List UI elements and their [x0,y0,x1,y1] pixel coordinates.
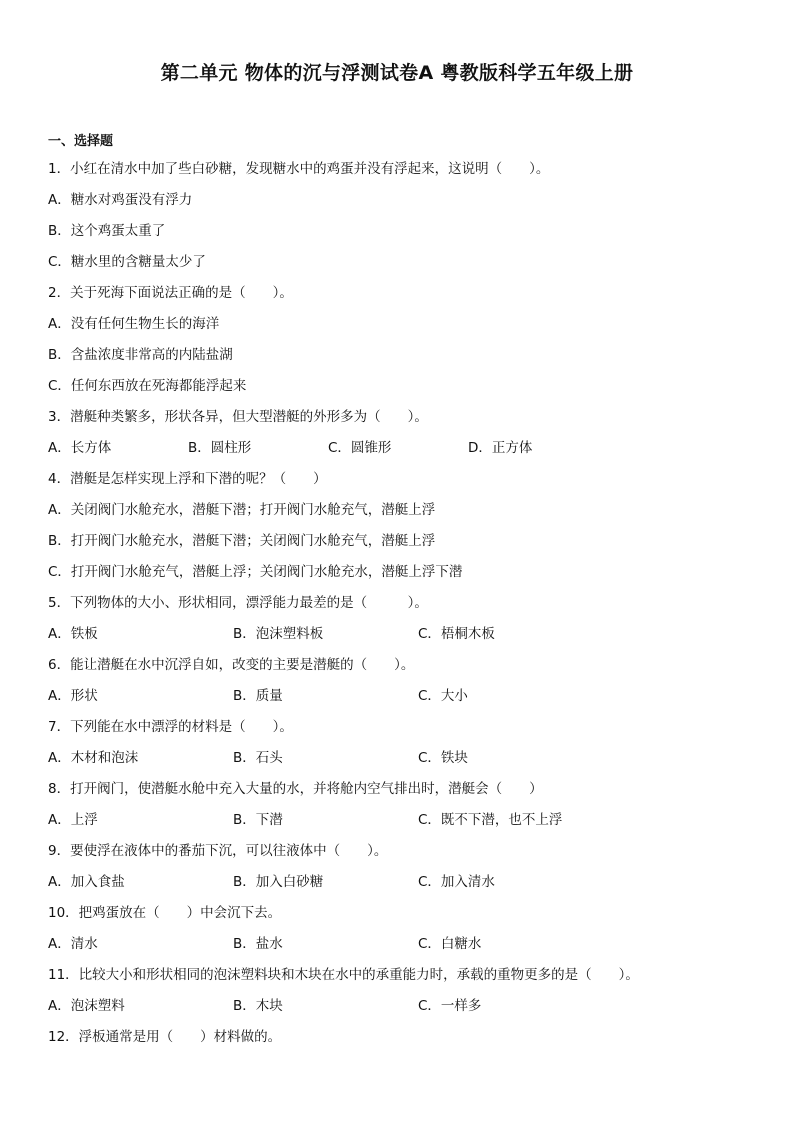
option-item: A．没有任何生物生长的海洋 [48,316,220,332]
option-item: C．一样多 [418,998,482,1014]
option-item: B．盐水 [233,936,283,952]
page-title: 第二单元 物体的沉与浮测试卷A 粤教版科学五年级上册 [160,62,634,84]
option-item: C．大小 [418,688,468,704]
option-row [48,929,768,960]
option-item: B．质量 [233,688,283,704]
question-stem: 12．浮板通常是用（ ）材料做的。 [48,1029,282,1045]
question-stem: 5．下列物体的大小、形状相同，漂浮能力最差的是（ ）。 [48,595,428,611]
option-item: A．长方体 [48,440,112,456]
option-item: C．圆锥形 [328,440,392,456]
option-row [48,991,768,1022]
question-stem: 6．能让潜艇在水中沉浮自如，改变的主要是潜艇的（ ）。 [48,657,415,673]
option-item: C．任何东西放在死海都能浮起来 [48,378,247,394]
option-item: C．打开阀门水舱充气，潜艇上浮；关闭阀门水舱充水，潜艇上浮下潜 [48,564,463,580]
question-list [48,130,768,1053]
question-stem: 10．把鸡蛋放在（ ）中会沉下去。 [48,905,282,921]
option-row [48,433,768,464]
question-stem: 7．下列能在水中漂浮的材料是（ ）。 [48,719,293,735]
option-item: B．石头 [233,750,283,766]
option-item: C．铁块 [418,750,468,766]
option-item: A．加入食盐 [48,874,125,890]
option-row [48,743,768,774]
option-item: C．既不下潜，也不上浮 [418,812,563,828]
option-item: A．糖水对鸡蛋没有浮力 [48,192,193,208]
option-item: A．木材和泡沫 [48,750,139,766]
question-stem: 2．关于死海下面说法正确的是（ ）。 [48,285,293,301]
option-row [48,681,768,712]
option-item: D．正方体 [468,440,533,456]
option-item: B．木块 [233,998,283,1014]
option-item: C．梧桐木板 [418,626,495,642]
option-row [48,805,768,836]
option-item: B．加入白砂糖 [233,874,324,890]
option-item: B．打开阀门水舱充水，潜艇下潜；关闭阀门水舱充气，潜艇上浮 [48,533,436,549]
option-item: B．含盐浓度非常高的内陆盐湖 [48,347,233,363]
question-stem: 1．小红在清水中加了些白砂糖，发现糖水中的鸡蛋并没有浮起来，这说明（ ）。 [48,161,550,177]
option-item: B．泡沫塑料板 [233,626,324,642]
option-item: A．关闭阀门水舱充水，潜艇下潜；打开阀门水舱充气，潜艇上浮 [48,502,436,518]
option-item: C．白糖水 [418,936,482,952]
option-item: B．圆柱形 [188,440,252,456]
question-stem: 4．潜艇是怎样实现上浮和下潜的呢？（ ） [48,471,327,487]
option-row [48,619,768,650]
question-stem: 9．要使浮在液体中的番茄下沉，可以往液体中（ ）。 [48,843,388,859]
option-item: A．上浮 [48,812,98,828]
section-heading: 一、选择题 [48,134,114,149]
option-item: A．铁板 [48,626,98,642]
question-stem: 11．比较大小和形状相同的泡沫塑料块和木块在水中的承重能力时，承载的重物更多的是（ ）。 [48,967,639,983]
option-item: A．形状 [48,688,98,704]
option-item: C．加入清水 [418,874,495,890]
option-item: A．泡沫塑料 [48,998,125,1014]
option-item: A．清水 [48,936,98,952]
question-stem: 3．潜艇种类繁多，形状各异，但大型潜艇的外形多为（ ）。 [48,409,428,425]
option-item: C．糖水里的含糖量太少了 [48,254,206,270]
option-item: B．下潜 [233,812,283,828]
question-stem: 8．打开阀门，使潜艇水舱中充入大量的水，并将舱内空气排出时，潜艇会（ ） [48,781,543,797]
option-item: B．这个鸡蛋太重了 [48,223,166,239]
option-row [48,867,768,898]
